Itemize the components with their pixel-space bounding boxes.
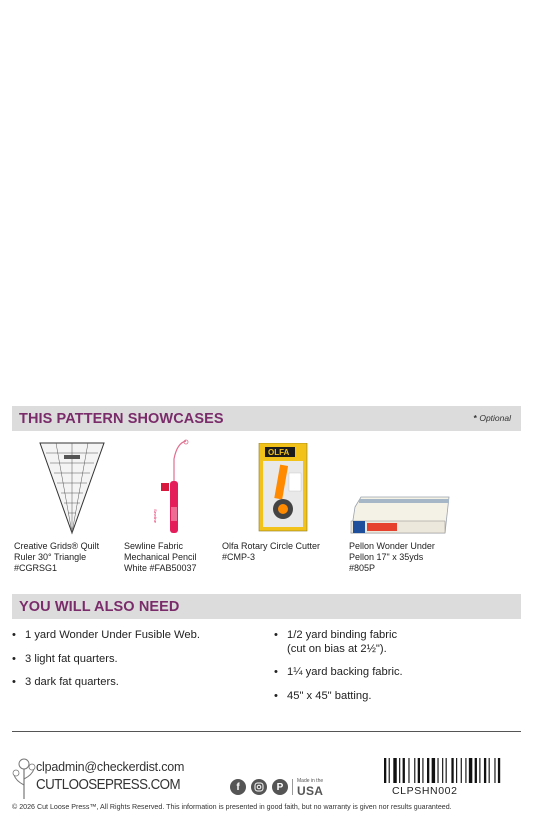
product-caption: Creative Grids® Quilt Ruler 30° Triangle #CGRSG1 [14, 541, 100, 573]
sku-code: CLPSHN002 [392, 785, 458, 797]
pinterest-icon[interactable]: P [272, 779, 288, 795]
product-caption: Sewline Fabric Mechanical Pencil White #FAB50037 [124, 541, 197, 573]
barcode-bar [427, 758, 429, 783]
barcode-bar [408, 758, 409, 783]
website-link[interactable]: CUTLOOSEPRESS.COM [36, 777, 181, 793]
list-item: • 3 dark fat quarters. [12, 676, 200, 690]
pencil-image [144, 437, 234, 537]
instagram-icon[interactable] [251, 779, 267, 795]
barcode-bar [393, 758, 396, 783]
footer-separator [292, 779, 293, 795]
barcode-bar [489, 758, 490, 783]
footer-divider [12, 731, 521, 732]
showcase-header [12, 406, 521, 431]
barcode-bar [437, 758, 438, 783]
barcode [384, 758, 521, 783]
barcode-bar [422, 758, 423, 783]
list-item: • 45" x 45" batting. [274, 690, 403, 704]
list-item: • 1/2 yard binding fabric (cut on bias at 2½"). [274, 629, 403, 656]
svg-text:OLFA: OLFA [268, 448, 290, 457]
barcode-bar [389, 758, 390, 783]
barcode-bar [494, 758, 495, 783]
barcode-bar [384, 758, 386, 783]
barcode-bar [442, 758, 443, 783]
wonder-under-image [349, 437, 459, 537]
product-caption: Olfa Rotary Circle Cutter #CMP-3 [222, 541, 321, 562]
contact-email[interactable]: clpadmin@checkerdist.com [36, 760, 185, 774]
barcode-bar [403, 758, 405, 783]
supplies-list-right [274, 629, 403, 713]
barcode-bar [456, 758, 457, 783]
barcode-bar [484, 758, 486, 783]
circle-cutter-image [255, 443, 335, 543]
optional-note: * Optional [473, 413, 511, 423]
made-in-label: Made in the [297, 778, 324, 784]
list-item: • 1 yard Wonder Under Fusible Web. [12, 629, 200, 643]
supplies-list-left [12, 629, 200, 700]
barcode-bar [399, 758, 400, 783]
barcode-bar [469, 758, 472, 783]
list-item: • 1¼ yard backing fabric. [274, 666, 403, 680]
barcode-bar [475, 758, 477, 783]
facebook-icon[interactable]: f [230, 779, 246, 795]
barcode-bar [418, 758, 420, 783]
supplies-title: YOU WILL ALSO NEED [19, 598, 180, 615]
triangle-ruler-image [34, 437, 134, 537]
product-caption: Pellon Wonder Under Pellon 17" x 35yds #805P [349, 541, 435, 573]
barcode-bar [461, 758, 462, 783]
usa-label: USA [297, 784, 324, 798]
flower-logo-icon [12, 755, 36, 799]
barcode-bar [479, 758, 480, 783]
barcode-bar [432, 758, 435, 783]
barcode-bar [414, 758, 415, 783]
copyright-notice: © 2026 Cut Loose Press™, All Rights Reserved. This information is presented in good faith, but no warranty is given nor results guaranteed. [12, 803, 452, 811]
barcode-bar [498, 758, 500, 783]
barcode-bar [465, 758, 466, 783]
supplies-header [12, 594, 521, 619]
svg-text:Sewline: Sewline [153, 509, 158, 524]
barcode-bar [451, 758, 453, 783]
barcode-bar [446, 758, 447, 783]
list-item: • 3 light fat quarters. [12, 653, 200, 667]
showcase-title: THIS PATTERN SHOWCASES [19, 410, 224, 427]
